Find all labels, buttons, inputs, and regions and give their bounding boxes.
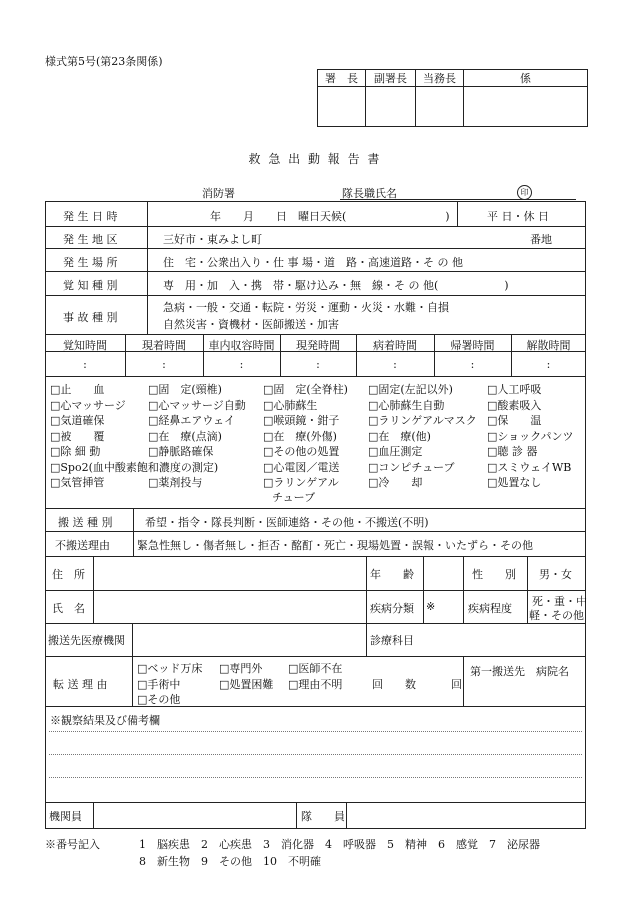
transfer-opt-out-of-specialty[interactable]: □専門外 <box>219 662 263 675</box>
sex-label: 性 別 <box>472 568 516 581</box>
location-field[interactable]: 三好市・東みよし町 <box>163 233 262 246</box>
time-header-3: 現発時間 <box>296 339 340 352</box>
accident-type-label: 事 故 種 別 <box>63 311 118 324</box>
seal-icon: 印 <box>517 185 532 200</box>
treatment-checkbox-6[interactable]: □心マッサージ自動 <box>148 398 246 412</box>
department-label: 診療科目 <box>370 634 414 647</box>
location-label: 発 生 地 区 <box>63 233 118 246</box>
severity-options-2[interactable]: 軽・その他 <box>529 609 584 622</box>
stamp-box-staff[interactable] <box>464 87 588 127</box>
treatment-checkbox-4[interactable]: □人工呼吸 <box>487 383 542 396</box>
treatment-checkbox-0[interactable]: □止 血 <box>50 383 105 396</box>
treatment-continued: チューブ <box>272 491 316 504</box>
transfer-opt-in-surgery[interactable]: □手術中 <box>137 678 181 691</box>
no-transport-reason-options[interactable]: 緊急性無し・傷者無し・拒否・酩酊・死亡・現場処置・誤報・いたずら・その他 <box>137 539 533 552</box>
treatment-checkbox-19[interactable]: □ショックパンツ <box>487 429 574 443</box>
occurrence-time-label: 発 生 日 時 <box>63 210 118 223</box>
treatment-checkbox-27[interactable]: □心電図／電送 <box>263 460 340 474</box>
treatment-checkbox-10[interactable]: □気道確保 <box>50 414 105 427</box>
treatment-checkbox-7[interactable]: □心肺蘇生 <box>263 398 318 412</box>
transfer-reason-label: 転 送 理 由 <box>53 678 108 691</box>
treatment-checkbox-17[interactable]: □在 療(外傷) <box>263 429 337 443</box>
time-field-6[interactable]: : <box>546 358 551 371</box>
treatment-checkbox-8[interactable]: □心肺蘇生自動 <box>368 398 445 412</box>
treatment-checkbox-2[interactable]: □固 定(全脊柱) <box>263 383 348 396</box>
stamp-header-deputy: 副署長 <box>366 70 416 87</box>
treatment-checkbox-21[interactable]: □静脈路確保 <box>148 445 214 458</box>
treatment-checkbox-5[interactable]: □心マッサージ <box>50 398 126 412</box>
accident-type-options-1[interactable]: 急病・一般・交通・転院・労災・運動・火災・水難・自損 <box>163 301 449 314</box>
weekday-holiday-choice[interactable]: 平 日・休 日 <box>487 210 549 223</box>
transport-type-label: 搬 送 種 別 <box>58 516 113 529</box>
disease-class-mark: ※ <box>426 600 436 613</box>
time-header-4: 病着時間 <box>373 339 417 352</box>
treatment-checkbox-12[interactable]: □喉頭鏡・鉗子 <box>263 414 340 427</box>
transfer-opt-bed-full[interactable]: □ベッド万床 <box>137 662 203 675</box>
name-label: 氏 名 <box>52 602 85 615</box>
treatment-checkbox-34[interactable]: □処置なし <box>487 476 542 489</box>
time-field-4[interactable]: : <box>393 358 397 371</box>
treatment-checkbox-13[interactable]: □ラリンゲアルマスク <box>368 414 477 427</box>
time-header-6: 解散時間 <box>526 339 571 352</box>
no-transport-reason-label: 不搬送理由 <box>55 539 110 552</box>
treatment-checkbox-15[interactable]: □被 覆 <box>50 429 105 443</box>
notice-type-options[interactable]: 専 用・加 入・携 帯・駆け込み・無 線・そ の 他( ) <box>163 279 509 292</box>
treatment-checkbox-11[interactable]: □経鼻エアウェイ <box>148 414 235 427</box>
captain-label: 隊長職氏名 <box>342 187 397 200</box>
treatment-checkbox-22[interactable]: □その他の処置 <box>263 445 340 458</box>
age-label: 年 齢 <box>370 568 414 581</box>
treatment-checkbox-24[interactable]: □聴 診 器 <box>487 445 538 458</box>
treatment-checkbox-29[interactable]: □スミウェイWB <box>487 460 572 474</box>
crew-label: 機関員 <box>49 810 82 823</box>
accident-type-options-2[interactable]: 自然災害・資機材・医師搬送・加害 <box>163 318 339 331</box>
transfer-count-label: 回 数 <box>372 678 416 691</box>
hospital-label: 搬送先医療機関 <box>48 634 125 647</box>
captain-underline <box>340 199 576 200</box>
transfer-count-unit: 回 <box>451 678 462 691</box>
first-hospital-label: 第一搬送先 病院名 <box>470 665 569 678</box>
treatment-checkbox-1[interactable]: □固 定(頸椎) <box>148 383 222 396</box>
address-number-label: 番地 <box>530 233 552 246</box>
severity-label: 疾病程度 <box>468 602 512 615</box>
time-header-1: 現着時間 <box>142 339 186 352</box>
time-header-2: 車内収容時間 <box>208 339 275 352</box>
time-header-0: 覚知時間 <box>63 339 107 352</box>
seal-mark <box>517 185 532 200</box>
footnote-codes-1: 1 脳疾患 2 心疾患 3 消化器 4 呼吸器 5 精神 6 感覚 7 泌尿器 <box>139 838 540 851</box>
approval-stamp-table <box>317 69 588 127</box>
sex-options[interactable]: 男・女 <box>539 568 572 581</box>
stamp-box-deputy[interactable] <box>366 87 416 127</box>
transfer-opt-doctor-absent[interactable]: □医師不在 <box>288 662 343 675</box>
treatment-checkbox-20[interactable]: □除 細 動 <box>50 445 101 458</box>
time-field-2[interactable]: : <box>239 358 244 371</box>
stamp-header-staff: 係 <box>464 70 588 87</box>
station-label: 消防署 <box>202 187 235 200</box>
time-header-5: 帰署時間 <box>450 339 495 352</box>
notice-type-label: 覚 知 種 別 <box>63 279 118 292</box>
transport-type-options[interactable]: 希望・指令・隊長判断・医師連絡・その他・不搬送(不明) <box>145 516 429 529</box>
footnote-lead: ※番号記入 <box>45 838 100 851</box>
occurrence-time-field[interactable]: 年 月 日 曜日天候( ) <box>210 210 450 223</box>
place-options[interactable]: 住 宅・公衆出入り・仕 事 場・道 路・高速道路・そ の 他 <box>163 256 463 269</box>
time-field-0[interactable]: : <box>83 358 87 371</box>
remarks-line[interactable] <box>49 754 582 755</box>
treatment-checkbox-33[interactable]: □冷 却 <box>368 476 423 489</box>
treatment-checkbox-16[interactable]: □在 療(点滴) <box>148 429 222 443</box>
place-label: 発 生 場 所 <box>63 256 118 269</box>
treatment-checkbox-30[interactable]: □気管挿管 <box>50 476 105 489</box>
severity-options-1[interactable]: 死・重・中 <box>532 595 587 608</box>
transfer-opt-other[interactable]: □その他 <box>137 693 181 706</box>
transfer-opt-hard-to-treat[interactable]: □処置困難 <box>219 678 274 691</box>
remarks-label: ※観察結果及び備考欄 <box>50 714 160 727</box>
disease-class-label: 疾病分類 <box>370 602 414 615</box>
treatment-checkbox-18[interactable]: □在 療(他) <box>368 429 431 443</box>
treatment-checkbox-9[interactable]: □酸素吸入 <box>487 398 542 412</box>
transfer-opt-unknown-reason[interactable]: □理由不明 <box>288 678 343 691</box>
page-title: 救 急 出 動 報 告 書 <box>248 152 382 166</box>
time-field-1[interactable]: : <box>162 358 166 371</box>
treatment-checkbox-28[interactable]: □コンピチューブ <box>368 460 455 474</box>
treatment-checkbox-3[interactable]: □固定(左記以外) <box>368 383 453 396</box>
treatment-checkbox-14[interactable]: □保 温 <box>487 414 542 427</box>
stamp-box-duty[interactable] <box>416 87 464 127</box>
stamp-header-chief: 署 長 <box>318 70 366 87</box>
stamp-box-chief[interactable] <box>318 87 366 127</box>
remarks-line[interactable] <box>49 731 582 732</box>
treatment-checkbox-31[interactable]: □薬剤投与 <box>148 476 203 489</box>
time-field-3[interactable]: : <box>316 358 320 371</box>
time-field-5[interactable]: : <box>470 358 475 371</box>
footnote-codes-2: 8 新生物 9 その他 10 不明確 <box>139 855 321 868</box>
team-label: 隊 員 <box>301 810 345 823</box>
remarks-line[interactable] <box>49 777 582 778</box>
stamp-header-duty: 当務長 <box>416 70 464 87</box>
treatment-checkbox-25[interactable]: □Spo2(血中酸素飽和濃度の測定) <box>50 460 219 474</box>
treatment-checkbox-23[interactable]: □血圧測定 <box>368 445 423 458</box>
form-number: 様式第5号(第23条関係) <box>45 55 163 68</box>
treatment-checkbox-32[interactable]: □ラリンゲアル <box>263 476 339 489</box>
address-label: 住 所 <box>52 568 85 581</box>
